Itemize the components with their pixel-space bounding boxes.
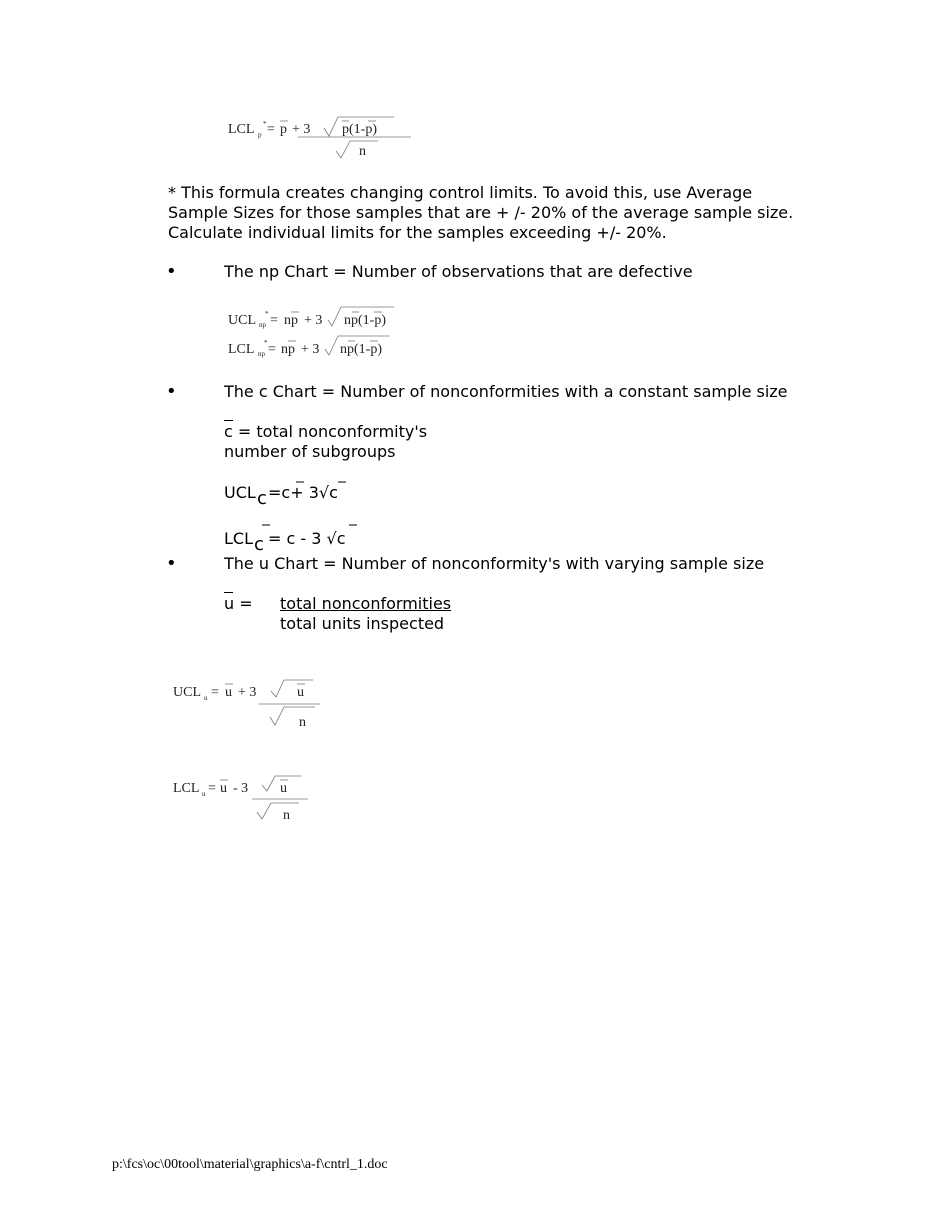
- lcl-p-numerator: p(1-p): [342, 122, 377, 137]
- c-bar-definition: c = total nonconformity's: [224, 422, 428, 441]
- ucl-np-lhs: np: [284, 313, 298, 328]
- lcl-np-root: np(1-p): [340, 342, 382, 357]
- ucl-u-sub: u: [204, 694, 208, 702]
- u-bar-overline: [224, 592, 233, 593]
- lcl-u-numerator: u: [280, 781, 287, 796]
- lcl-np-op: + 3: [301, 342, 320, 357]
- lcl-u-formula: [173, 773, 343, 831]
- c-bar-overline: [224, 420, 233, 421]
- ucl-np-root: np(1-p): [344, 313, 386, 328]
- bullet-u: •: [166, 553, 177, 574]
- lcl-p-denominator: n: [359, 144, 366, 159]
- bullet-c: •: [166, 381, 177, 402]
- ucl-u-op: + 3: [238, 685, 257, 700]
- lcl-p-label: LCL: [228, 122, 255, 137]
- lcl-p-sub: p: [258, 131, 262, 139]
- ucl-c-sub: c: [257, 488, 267, 509]
- lcl-p-formula: [228, 113, 428, 163]
- c-bar-denominator: number of subgroups: [224, 442, 396, 461]
- lcl-np-star: *: [264, 339, 268, 347]
- ucl-np-eq: =: [270, 313, 278, 328]
- ucl-u-formula: [173, 677, 343, 735]
- c-chart-text: The c Chart = Number of nonconformities with a constant sample size: [224, 382, 788, 401]
- ucl-c-formula: [224, 474, 384, 508]
- formula-footnote: * This formula creates changing control limits. To avoid this, use Average Sample Sizes for those samples that are + /- 20% of the average sample size. Calculate individual limits for the samples exceeding +/- 20%.: [168, 183, 794, 242]
- ucl-np-label: UCL: [228, 313, 256, 328]
- lcl-np-sub: np: [258, 350, 265, 358]
- u-chart-text: The u Chart = Number of nonconformity's with varying sample size: [224, 554, 765, 573]
- ucl-np-formula: [228, 305, 428, 333]
- lcl-np-label: LCL: [228, 342, 255, 357]
- lcl-u-op: - 3: [233, 781, 249, 796]
- lcl-u-label: LCL: [173, 781, 200, 796]
- lcl-u-denominator: n: [283, 808, 290, 823]
- lcl-p-star: *: [263, 120, 267, 128]
- lcl-u-sub: u: [202, 790, 206, 798]
- ucl-u-denominator: n: [299, 715, 306, 730]
- lcl-np-lhs: np: [281, 342, 295, 357]
- ucl-np-sub: np: [259, 321, 266, 329]
- ucl-u-label: UCL: [173, 685, 201, 700]
- lcl-np-formula: [228, 334, 428, 362]
- document-path-footer: p:\fcs\oc\00tool\material\graphics\a-f\cntrl_1.doc: [112, 1157, 388, 1172]
- ucl-c-label: UCL: [224, 483, 256, 502]
- ucl-np-op: + 3: [304, 313, 323, 328]
- bullet-np: •: [166, 261, 177, 282]
- lcl-u-ubar: u: [220, 781, 227, 796]
- lcl-c-label: LCL: [224, 529, 253, 548]
- np-chart-text: The np Chart = Number of observations that are defective: [224, 262, 693, 281]
- lcl-c-rest: = c - 3 √c: [268, 529, 346, 548]
- u-bar-numerator: total nonconformities: [280, 594, 452, 613]
- lcl-np-eq: =: [268, 342, 276, 357]
- lcl-p-pbar: p: [280, 122, 287, 137]
- ucl-u-eq: =: [211, 685, 219, 700]
- lcl-p-op: + 3: [292, 122, 311, 137]
- lcl-c-formula: [224, 520, 384, 554]
- ucl-u-numerator: u: [297, 685, 304, 700]
- lcl-u-eq: =: [208, 781, 216, 796]
- ucl-u-ubar: u: [225, 685, 232, 700]
- ucl-np-star: *: [265, 310, 269, 318]
- u-bar-lhs: u =: [224, 594, 253, 613]
- lcl-p-eq: =: [267, 122, 275, 137]
- u-bar-denominator: total units inspected: [280, 614, 445, 633]
- ucl-c-rest: =c+ 3√c: [268, 483, 338, 502]
- lcl-c-sub: c: [254, 534, 264, 555]
